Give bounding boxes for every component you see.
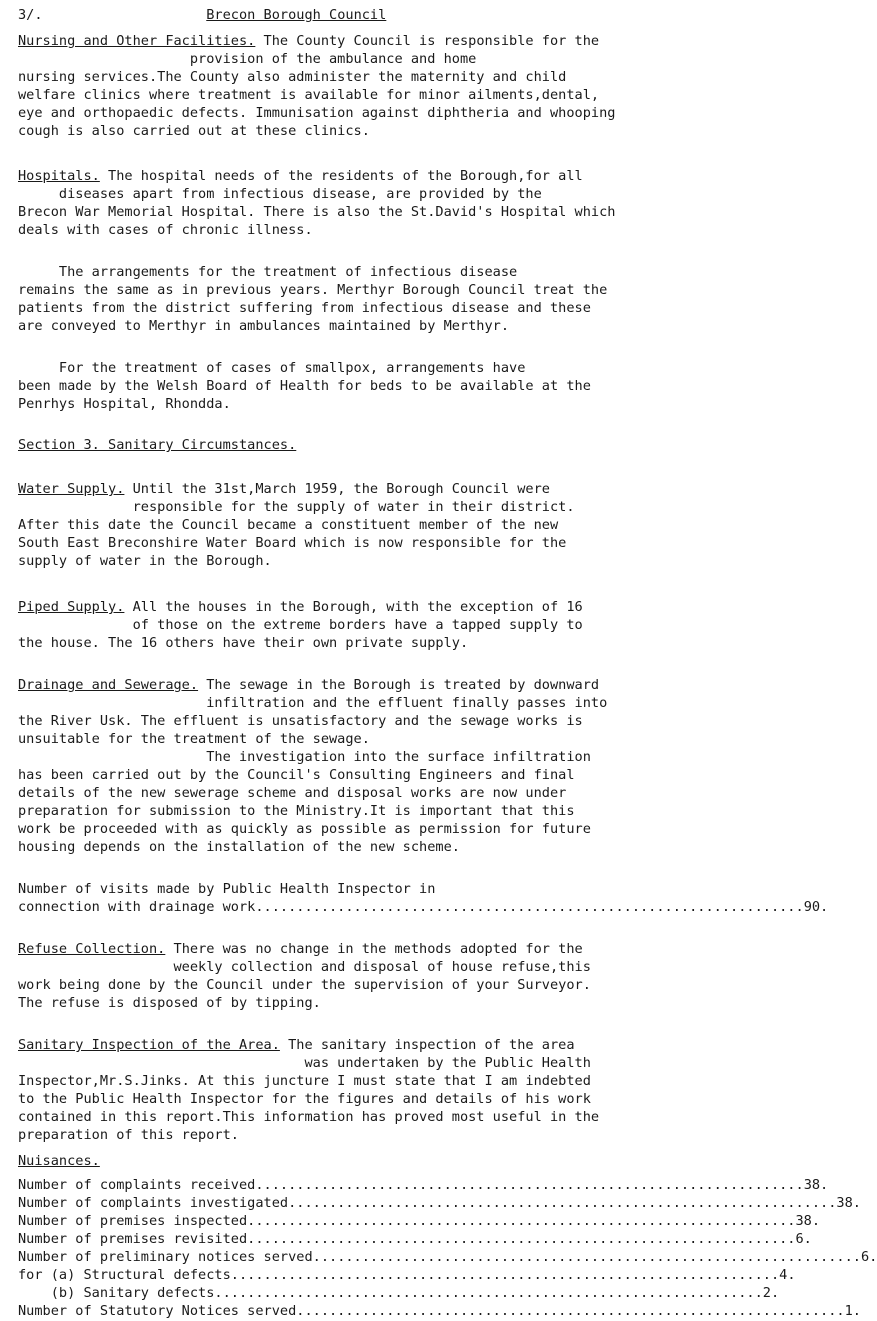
leader-dots: ................................................................... bbox=[255, 1177, 804, 1193]
nursing-line-0: Nursing and Other Facilities. The County Council is responsible for the bbox=[18, 33, 600, 49]
nuisance-label: for (a) Structural defects bbox=[18, 1267, 231, 1283]
visits-row bbox=[18, 898, 829, 916]
visits-label: connection with drainage work bbox=[18, 899, 256, 915]
piped-supply-section bbox=[18, 598, 788, 652]
leader-dots: ................................................................... bbox=[255, 899, 804, 915]
nursing-line-2: nursing services.The County also administer the maternity and child bbox=[18, 69, 567, 85]
drainage-line-3: unsuitable for the treatment of the sewage. bbox=[18, 731, 370, 747]
leader-dots: ................................................................... bbox=[247, 1213, 796, 1229]
nursing-line-3: welfare clinics where treatment is available for minor ailments,dental, bbox=[18, 87, 600, 103]
refuse-heading: Refuse Collection. bbox=[18, 941, 166, 957]
drainage-line-6: details of the new sewerage scheme and disposal works are now under bbox=[18, 785, 567, 801]
drainage-line-0: Drainage and Sewerage. The sewage in the Borough is treated by downward bbox=[18, 677, 600, 693]
inspection-line-0: Sanitary Inspection of the Area. The sanitary inspection of the area bbox=[18, 1037, 575, 1053]
refuse-line-0: Refuse Collection. There was no change in the methods adopted for the bbox=[18, 941, 583, 957]
refuse-line-1: weekly collection and disposal of house refuse,this bbox=[18, 959, 591, 975]
nuisance-row bbox=[18, 1230, 812, 1248]
nuisance-label: Number of Statutory Notices served bbox=[18, 1303, 297, 1319]
nuisance-label: (b) Sanitary defects bbox=[18, 1285, 215, 1301]
nuisance-value: 38. bbox=[836, 1195, 861, 1211]
hospitals-section bbox=[18, 167, 788, 239]
visits-value: 90. bbox=[803, 899, 829, 915]
page-header bbox=[18, 6, 386, 24]
water-line-0: Water Supply. Until the 31st,March 1959, the Borough Council were bbox=[18, 481, 550, 497]
nuisance-value: 38. bbox=[795, 1213, 821, 1229]
nursing-section bbox=[18, 32, 788, 140]
nuisance-row bbox=[18, 1284, 780, 1302]
water-line-2: After this date the Council became a constituent member of the new bbox=[18, 517, 559, 533]
drainage-heading: Drainage and Sewerage. bbox=[18, 677, 199, 693]
nuisance-label: Number of preliminary notices served bbox=[18, 1249, 313, 1265]
nursing-line-1: provision of the ambulance and home bbox=[18, 51, 477, 67]
drainage-line-5: has been carried out by the Council's Consulting Engineers and final bbox=[18, 767, 575, 783]
water-line-4: supply of water in the Borough. bbox=[18, 553, 272, 569]
infectious-line-1: remains the same as in previous years. Merthyr Borough Council treat the bbox=[18, 282, 608, 298]
nursing-line-5: cough is also carried out at these clinics. bbox=[18, 123, 370, 139]
smallpox-line-1: been made by the Welsh Board of Health for beds to be available at the bbox=[18, 378, 591, 394]
nuisances-section bbox=[18, 1152, 877, 1320]
nursing-heading: Nursing and Other Facilities. bbox=[18, 33, 256, 49]
water-supply-section bbox=[18, 480, 788, 570]
nuisance-value: 38. bbox=[803, 1177, 829, 1193]
infectious-line-3: are conveyed to Merthyr in ambulances maintained by Merthyr. bbox=[18, 318, 510, 334]
piped-line-1: of those on the extreme borders have a tapped supply to bbox=[18, 617, 583, 633]
refuse-line-3: The refuse is disposed of by tipping. bbox=[18, 995, 321, 1011]
refuse-section bbox=[18, 940, 788, 1012]
leader-dots: ................................................................... bbox=[214, 1285, 763, 1301]
nuisance-label: Number of premises inspected bbox=[18, 1213, 248, 1229]
page-title: Brecon Borough Council bbox=[206, 7, 387, 23]
visits-count bbox=[18, 880, 829, 916]
refuse-line-2: work being done by the Council under the supervision of your Surveyor. bbox=[18, 977, 591, 993]
inspection-line-2: Inspector,Mr.S.Jinks. At this juncture I must state that I am indebted bbox=[18, 1073, 591, 1089]
smallpox-line-0: For the treatment of cases of smallpox, arrangements have bbox=[18, 360, 526, 376]
nuisance-value: 4. bbox=[779, 1267, 796, 1283]
inspection-section bbox=[18, 1036, 788, 1144]
inspection-line-3: to the Public Health Inspector for the figures and details of his work bbox=[18, 1091, 591, 1107]
drainage-line-7: preparation for submission to the Ministry.It is important that this bbox=[18, 803, 575, 819]
nuisance-label: Number of premises revisited bbox=[18, 1231, 248, 1247]
inspection-heading: Sanitary Inspection of the Area. bbox=[18, 1037, 280, 1053]
nuisance-value: 1. bbox=[844, 1303, 861, 1319]
section3-heading-block bbox=[18, 436, 788, 454]
drainage-line-8: work be proceeded with as quickly as possible as permission for future bbox=[18, 821, 591, 837]
nuisances-table bbox=[18, 1176, 877, 1320]
infectious-line-0: The arrangements for the treatment of infectious disease bbox=[18, 264, 518, 280]
leader-dots: ................................................................... bbox=[230, 1267, 780, 1283]
water-heading: Water Supply. bbox=[18, 481, 125, 497]
nuisance-value: 2. bbox=[762, 1285, 780, 1301]
nuisance-value: 6. bbox=[860, 1249, 877, 1265]
leader-dots: ................................................................... bbox=[296, 1303, 845, 1319]
leader-dots: ................................................................... bbox=[312, 1249, 861, 1265]
nursing-line-4: eye and orthopaedic defects. Immunisation against diphtheria and whooping bbox=[18, 105, 616, 121]
nuisance-row bbox=[18, 1248, 877, 1266]
nuisance-value: 6. bbox=[795, 1231, 812, 1247]
smallpox-line-2: Penrhys Hospital, Rhondda. bbox=[18, 396, 231, 412]
inspection-line-1: was undertaken by the Public Health bbox=[18, 1055, 591, 1071]
piped-line-2: the house. The 16 others have their own private supply. bbox=[18, 635, 469, 651]
smallpox-paragraph bbox=[18, 359, 788, 413]
nuisances-heading: Nuisances. bbox=[18, 1153, 100, 1169]
drainage-section bbox=[18, 676, 788, 856]
hospitals-line-3: deals with cases of chronic illness. bbox=[18, 222, 313, 238]
piped-heading: Piped Supply. bbox=[18, 599, 125, 615]
nuisance-row bbox=[18, 1194, 861, 1212]
infectious-line-2: patients from the district suffering from infectious disease and these bbox=[18, 300, 591, 316]
infectious-paragraph bbox=[18, 263, 788, 335]
piped-line-0: Piped Supply. All the houses in the Borough, with the exception of 16 bbox=[18, 599, 583, 615]
hospitals-line-2: Brecon War Memorial Hospital. There is also the St.David's Hospital which bbox=[18, 204, 616, 220]
water-line-1: responsible for the supply of water in their district. bbox=[18, 499, 575, 515]
leader-dots: ................................................................... bbox=[288, 1195, 837, 1211]
page-number: 3/. bbox=[18, 7, 43, 23]
inspection-line-4: contained in this report.This information has proved most useful in the bbox=[18, 1109, 600, 1125]
nuisance-label: Number of complaints received bbox=[18, 1177, 256, 1193]
section3-heading: Section 3. Sanitary Circumstances. bbox=[18, 437, 297, 453]
nuisance-row bbox=[18, 1176, 829, 1194]
drainage-line-4: The investigation into the surface infiltration bbox=[18, 749, 591, 765]
hospitals-heading: Hospitals. bbox=[18, 168, 100, 184]
hospitals-line-1: diseases apart from infectious disease, are provided by the bbox=[18, 186, 542, 202]
inspection-line-5: preparation of this report. bbox=[18, 1127, 239, 1143]
water-line-3: South East Breconshire Water Board which is now responsible for the bbox=[18, 535, 567, 551]
visits-line-1: Number of visits made by Public Health Inspector in bbox=[18, 881, 436, 897]
drainage-line-9: housing depends on the installation of the new scheme. bbox=[18, 839, 460, 855]
nuisance-label: Number of complaints investigated bbox=[18, 1195, 289, 1211]
leader-dots: ................................................................... bbox=[247, 1231, 796, 1247]
drainage-line-1: infiltration and the effluent finally passes into bbox=[18, 695, 608, 711]
hospitals-line-0: Hospitals. The hospital needs of the residents of the Borough,for all bbox=[18, 168, 583, 184]
nuisance-row bbox=[18, 1212, 821, 1230]
drainage-line-2: the River Usk. The effluent is unsatisfactory and the sewage works is bbox=[18, 713, 583, 729]
nuisance-row bbox=[18, 1266, 796, 1284]
nuisance-row bbox=[18, 1302, 861, 1320]
